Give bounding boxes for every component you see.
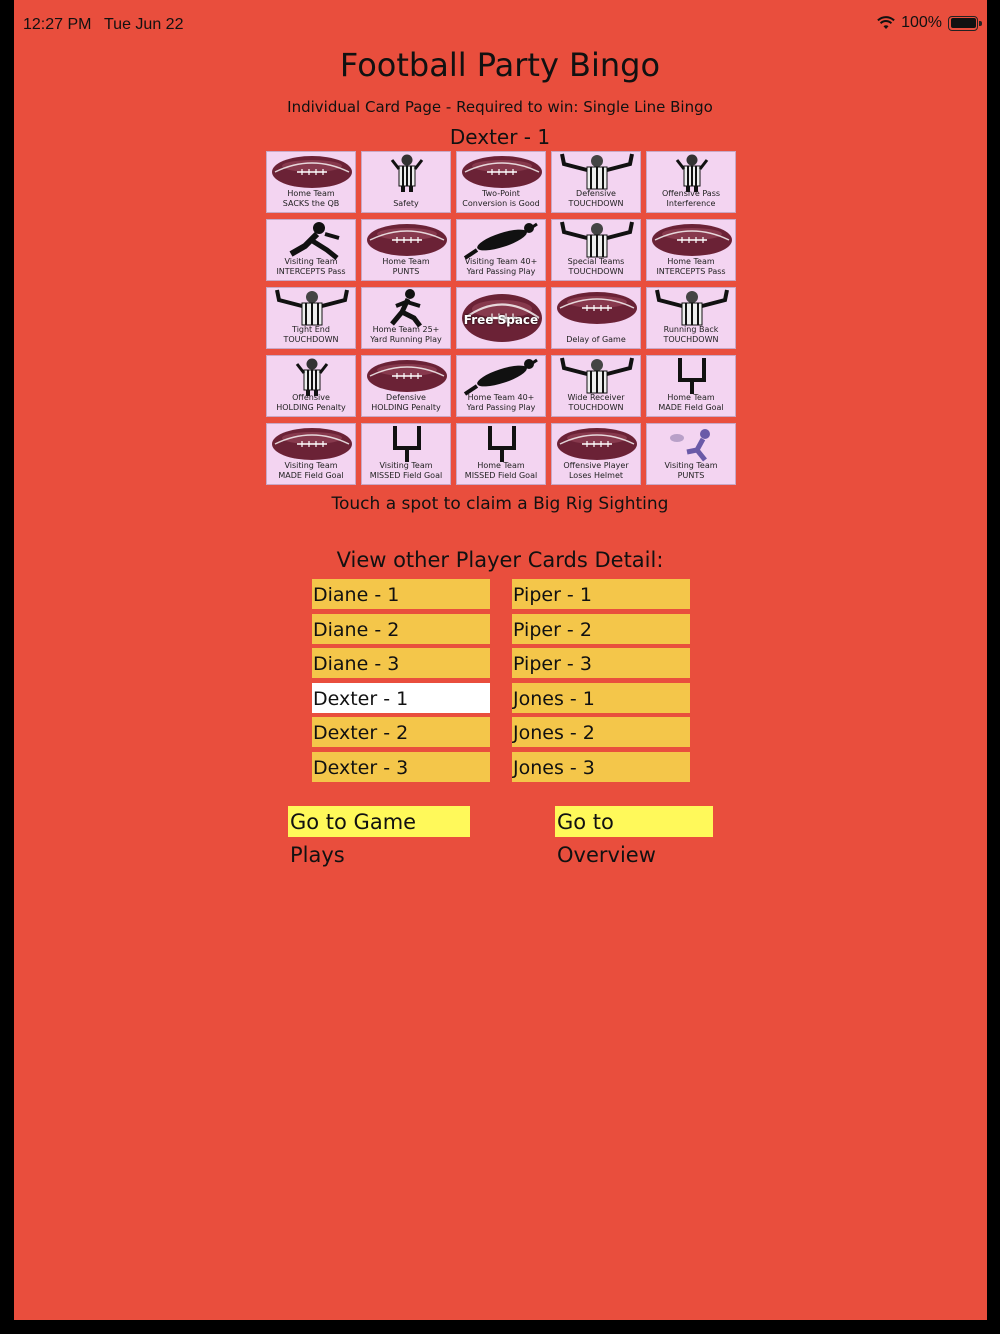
bingo-cell-label: [362, 257, 450, 277]
bingo-cell-line2: Yard Running Play: [370, 335, 442, 344]
bingo-cell-label: [552, 393, 640, 413]
bingo-card-grid: [266, 151, 736, 485]
bingo-cell-label: [552, 325, 640, 345]
status-time: 12:27 PM: [23, 16, 92, 33]
referee-penalty-icon: [647, 152, 736, 192]
bingo-cell[interactable]: [361, 423, 451, 485]
bingo-cell-label: [552, 461, 640, 481]
bingo-cell-label: [647, 189, 735, 209]
bingo-cell-line1: Defensive: [576, 189, 616, 198]
bingo-cell[interactable]: [266, 423, 356, 485]
bingo-cell[interactable]: [266, 219, 356, 281]
bingo-cell[interactable]: [361, 219, 451, 281]
bingo-cell[interactable]: [266, 151, 356, 213]
wifi-icon: [877, 16, 895, 30]
battery-percent: 100%: [901, 14, 942, 31]
bingo-cell-line1: Home Team: [477, 461, 525, 470]
bingo-cell-label: [362, 189, 450, 209]
bingo-cell-label: [267, 461, 355, 481]
bingo-cell[interactable]: [646, 287, 736, 349]
player-card-button[interactable]: Jones - 2: [512, 717, 690, 747]
bingo-cell-label: [457, 257, 545, 277]
player-card-button[interactable]: Dexter - 1: [312, 683, 490, 713]
bingo-cell-line2: TOUCHDOWN: [568, 199, 624, 208]
bingo-cell-label: [457, 393, 545, 413]
bingo-cell-line1: Visiting Team: [284, 257, 338, 266]
player-card-button[interactable]: Dexter - 2: [312, 717, 490, 747]
bingo-cell[interactable]: [551, 355, 641, 417]
bingo-cell[interactable]: [646, 423, 736, 485]
bingo-cell-line1: Defensive: [386, 393, 426, 402]
bingo-cell-line1: Visiting Team: [664, 461, 718, 470]
bingo-cell-line2: INTERCEPTS Pass: [656, 267, 726, 276]
status-right: [877, 14, 978, 32]
player-punt-icon: [647, 424, 736, 464]
bingo-cell-label: [457, 189, 545, 209]
bingo-cell-line1: Visiting Team 40+: [464, 257, 538, 266]
bingo-cell-line2: INTERCEPTS Pass: [276, 267, 346, 276]
bingo-cell[interactable]: [551, 219, 641, 281]
bingo-cell-line1: Offensive Pass: [661, 189, 721, 198]
bingo-cell-line2: TOUCHDOWN: [568, 267, 624, 276]
bingo-cell-line2: Yard Passing Play: [466, 403, 536, 412]
football-icon: [552, 424, 641, 464]
bingo-cell[interactable]: [551, 151, 641, 213]
football-icon: [647, 220, 736, 260]
bingo-cell[interactable]: [361, 287, 451, 349]
player-tackle-icon: [267, 220, 356, 260]
player-card-button[interactable]: Diane - 2: [312, 614, 490, 644]
bingo-cell-line2: MADE Field Goal: [278, 471, 344, 480]
bingo-cell-line2: MISSED Field Goal: [369, 471, 443, 480]
bingo-cell[interactable]: [456, 355, 546, 417]
go-to-overview-button[interactable]: Go to Overview: [555, 806, 713, 837]
bingo-cell-label: [267, 189, 355, 209]
bingo-cell-line2: Conversion is Good: [462, 199, 540, 208]
bingo-cell[interactable]: [266, 287, 356, 349]
bingo-cell[interactable]: [456, 423, 546, 485]
bingo-cell-line1: Visiting Team: [379, 461, 433, 470]
player-cards-right-column: [512, 579, 690, 786]
bingo-cell[interactable]: [551, 423, 641, 485]
bingo-cell-label: [362, 461, 450, 481]
card-name: Dexter - 1: [449, 125, 551, 149]
player-card-button[interactable]: Piper - 3: [512, 648, 690, 678]
bingo-cell-line1: Wide Receiver: [567, 393, 625, 402]
bingo-cell[interactable]: [361, 355, 451, 417]
view-other-title: View other Player Cards Detail:: [336, 548, 664, 572]
claim-hint: Touch a spot to claim a Big Rig Sighting: [331, 494, 669, 514]
referee-penalty-icon: [267, 356, 356, 396]
player-running-icon: [362, 288, 451, 328]
bingo-cell-line2: PUNTS: [677, 471, 705, 480]
bingo-cell-label: [647, 393, 735, 413]
bingo-cell-line1: Offensive: [292, 393, 330, 402]
bingo-cell-line1: Home Team: [287, 189, 335, 198]
bingo-cell-line1: Tight End: [292, 325, 330, 334]
bingo-cell-line1: Home Team: [667, 393, 715, 402]
bingo-cell-line2: Yard Passing Play: [466, 267, 536, 276]
battery-icon: [948, 16, 978, 31]
goalpost-icon: [457, 424, 546, 464]
bingo-cell-label: [457, 461, 545, 481]
player-card-button[interactable]: Dexter - 3: [312, 752, 490, 782]
page-title: Football Party Bingo: [339, 46, 661, 84]
bingo-cell[interactable]: [456, 151, 546, 213]
bingo-cell-line2: Delay of Game: [566, 335, 626, 344]
bingo-cell[interactable]: [646, 151, 736, 213]
bingo-cell-line2: TOUCHDOWN: [568, 403, 624, 412]
bingo-cell-label: [362, 393, 450, 413]
bingo-cell-line2: Safety: [393, 199, 419, 208]
bingo-cell-label: [267, 325, 355, 345]
bingo-cell-label: [362, 325, 450, 345]
football-icon: [362, 356, 451, 396]
football-icon: [362, 220, 451, 260]
bingo-cell-line1: [552, 325, 640, 335]
bingo-cell[interactable]: [456, 219, 546, 281]
referee-touchdown-icon: [552, 152, 641, 192]
go-to-game-plays-button[interactable]: Go to Game Plays: [288, 806, 470, 837]
free-space-label: Free Space: [463, 313, 539, 327]
football-icon: [267, 424, 356, 464]
bingo-cell-line2: HOLDING Penalty: [371, 403, 441, 412]
goalpost-icon: [362, 424, 451, 464]
bingo-cell-line2: TOUCHDOWN: [283, 335, 339, 344]
bingo-cell-line1: Home Team: [382, 257, 430, 266]
bingo-cell-line2: MISSED Field Goal: [464, 471, 538, 480]
bingo-cell-label: [647, 325, 735, 345]
bingo-cell-line2: Interference: [666, 199, 716, 208]
bingo-cell-line1: Offensive Player: [563, 461, 629, 470]
bingo-cell-line2: Loses Helmet: [568, 471, 624, 480]
player-card-button[interactable]: Diane - 1: [312, 579, 490, 609]
referee-touchdown-icon: [552, 356, 641, 396]
bingo-cell-line2: TOUCHDOWN: [663, 335, 719, 344]
status-bar: [0, 0, 1000, 50]
bingo-cell-line1: Special Teams: [567, 257, 625, 266]
bingo-cell-line1: Home Team 40+: [467, 393, 535, 402]
football-icon: [457, 152, 546, 192]
bingo-cell-line1: Two-Point: [482, 189, 520, 198]
bingo-cell[interactable]: [551, 287, 641, 349]
football-icon: [552, 288, 641, 328]
player-card-button[interactable]: Diane - 3: [312, 648, 490, 678]
bingo-cell[interactable]: [646, 355, 736, 417]
bingo-cell-line1: Home Team: [667, 257, 715, 266]
bingo-cell-line1: [362, 189, 450, 199]
bingo-cell-line1: Home Team 25+: [372, 325, 440, 334]
bingo-cell[interactable]: [646, 219, 736, 281]
bingo-cell-line1: Visiting Team: [284, 461, 338, 470]
player-diving-icon: [457, 220, 546, 260]
player-card-button[interactable]: Piper - 1: [512, 579, 690, 609]
player-card-button[interactable]: Jones - 3: [512, 752, 690, 782]
referee-touchdown-icon: [552, 220, 641, 260]
bingo-cell-line1: Running Back: [663, 325, 719, 334]
referee-touchdown-icon: [267, 288, 356, 328]
status-date: Tue Jun 22: [104, 16, 184, 33]
bingo-cell-line2: HOLDING Penalty: [276, 403, 346, 412]
bingo-cell[interactable]: [456, 287, 546, 349]
football-icon: [267, 152, 356, 192]
bingo-cell-line2: MADE Field Goal: [658, 403, 724, 412]
referee-safety-icon: [362, 152, 451, 192]
bingo-cell-label: [647, 257, 735, 277]
page-subtitle: Individual Card Page - Required to win: Single Line Bingo: [287, 98, 713, 116]
bingo-cell-label: [267, 257, 355, 277]
bingo-cell-label: [647, 461, 735, 481]
bingo-cell[interactable]: [266, 355, 356, 417]
bingo-cell-label: [267, 393, 355, 413]
player-card-button[interactable]: Jones - 1: [512, 683, 690, 713]
player-card-button[interactable]: Piper - 2: [512, 614, 690, 644]
bingo-cell-line2: PUNTS: [392, 267, 420, 276]
player-diving-icon: [457, 356, 546, 396]
bingo-cell[interactable]: [361, 151, 451, 213]
referee-touchdown-icon: [647, 288, 736, 328]
bingo-cell-line2: SACKS the QB: [282, 199, 340, 208]
goalpost-icon: [647, 356, 736, 396]
bingo-cell-label: [552, 189, 640, 209]
bingo-cell-label: [552, 257, 640, 277]
player-cards-left-column: [312, 579, 490, 786]
